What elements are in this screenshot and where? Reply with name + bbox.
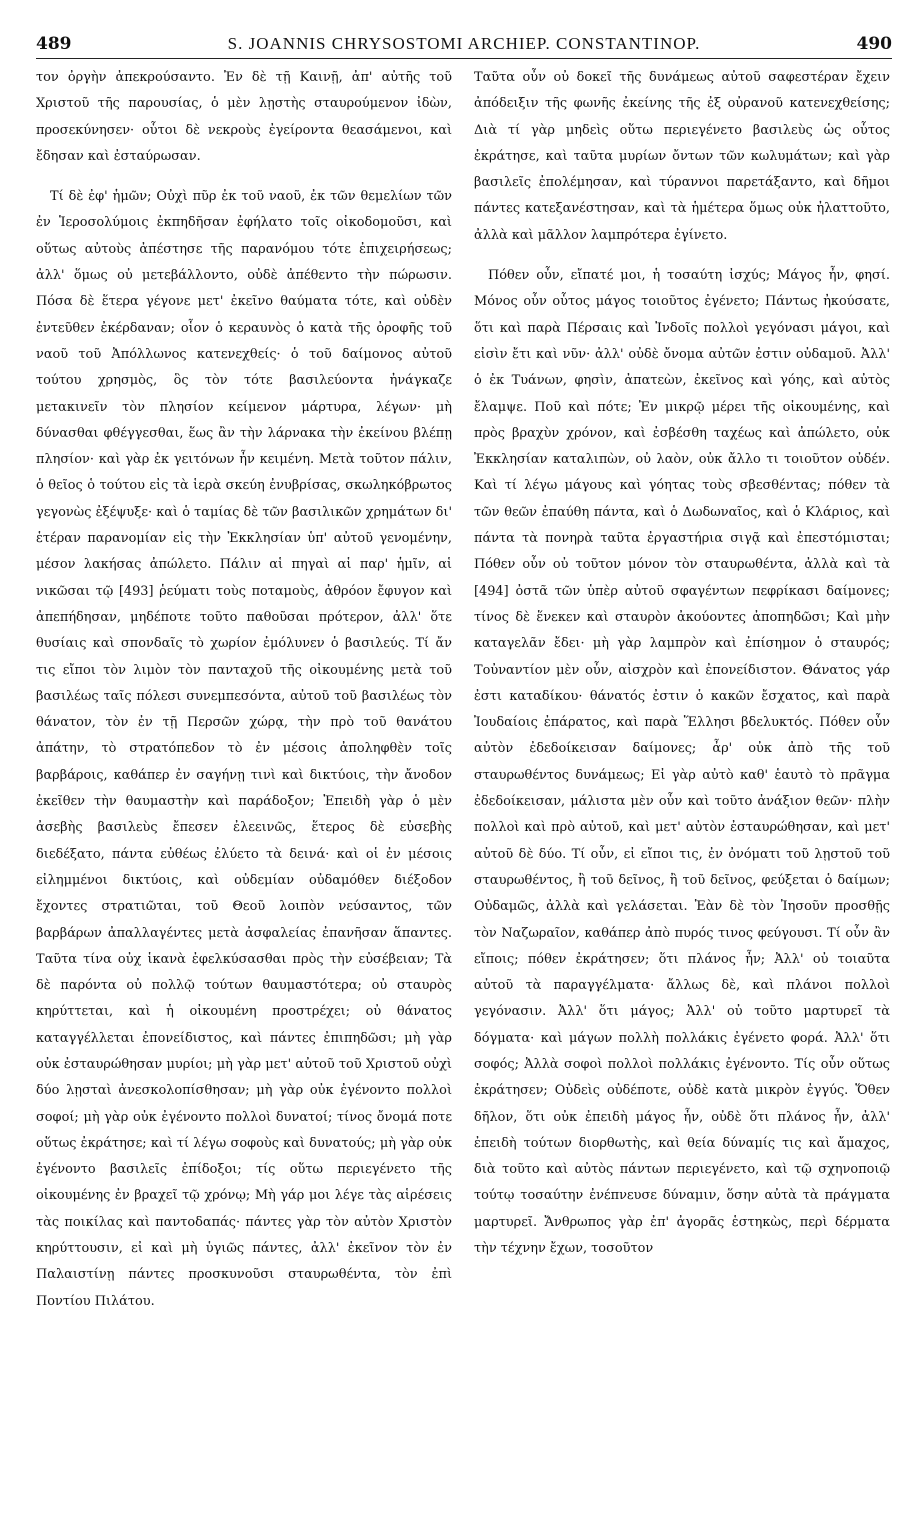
paragraph: Ταῦτα οὖν οὐ δοκεῖ τῆς δυνάμεως αὐτοῦ σαφεστέραν ἔχειν ἀπόδειξιν τῆς φωνῆς ἐκείνης τῆς ἐξ οὐρανοῦ κατενεχθείσης; Διὰ τί γὰρ μηδεὶς οὕτω περιεγένετο βασιλεὺς ὡς οὗτος ἐκράτησε, καὶ ταῦτα μυρίων ὄντων τῶν κωλυμάτων; καὶ γὰρ βασιλεῖς ἐπολέμησαν, καὶ τύραννοι παρετάξαντο, καὶ δῆμοι πάντες κατεξανέστησαν, καὶ τὰ ἡμέτερα ὅμως οὐκ ἠλαττοῦτο, ἀλλὰ καὶ μᾶλλον λαμπρότερα ἐγίνετο. [474,70,890,243]
page-number-right: 490 [856,34,892,54]
page-number-left: 489 [36,34,72,54]
paragraph: Τί δὲ ἐφ' ἡμῶν; Οὐχὶ πῦρ ἐκ τοῦ ναοῦ, ἐκ τῶν θεμελίων τῶν ἐν Ἱεροσολύμοις ἐκπηδῆσαν ἐφήλατο τοῖς οἰκοδομοῦσι, καὶ οὕτως αὐτοὺς ἀπέστησε τῆς παρανόμου τότε ἐπιχειρήσεως; ἀλλ' ὅμως οὐ μετεβάλλοντο, οὐδὲ ἀπέθεντο τὴν πώρωσιν. Πόσα δὲ ἕτερα γέγονε μετ' ἐκεῖνο θαύματα τότε, καὶ οὐδὲν ἐντεῦθεν ἐκέρδαναν; οἷον ὁ κεραυνὸς ὁ κατὰ τῆς ὀροφῆς τοῦ ναοῦ τοῦ Ἀπόλλωνος κατενεχθείς· ὁ τοῦ δαίμονος αὐτοῦ τούτου χρησμὸς, ὃς τὸν τότε βασιλεύοντα ἠνάγκαζε μετακινεῖν τὸν πλησίον κείμενον μάρτυρα, λέγων· μὴ δύνασθαι φθέγγεσθαι, ἕως ἂν τὴν λάρνακα τὴν ἐκείνου βλέπῃ πλησίον· καὶ γὰρ ἐκ γειτόνων ἦν κειμένη. Μετὰ τοῦτον πάλιν, ὁ θεῖος ὁ τούτου εἰς τὰ ἱερὰ σκεύη ἐνυβρίσας, σκωληκόβρωτος γεγονὼς ἐξέψυξε· καὶ ὁ ταμίας δὲ τῶν βασιλικῶν χρημάτων δι' ἑτέραν παρανομίαν εἰς τὴν Ἐκκλησίαν ὑπ' αὐτοῦ γενομένην, μέσον λακήσας ἀπώλετο. Πάλιν αἱ πηγαὶ αἱ παρ' ἡμῖν, αἱ νικῶσαι τῷ [493] ῥεύματι τοὺς ποταμοὺς, ἀθρόον ἔφυγον καὶ ἀπεπήδησαν, μηδέποτε τοῦτο παθοῦσαι πρότερον, ἀλλ' ὅτε θυσίαις καὶ σπονδαῖς τὸ χωρίον ἐμόλυνεν ὁ βασιλεύς. Τί ἄν τις εἴποι τὸν λιμὸν τὸν πανταχοῦ τῆς οἰκουμένης μετὰ τοῦ βασιλέως ταῖς πόλεσι συνεμπεσόντα, αὐτοῦ τοῦ βασιλέως τὸν θάνατον, τὸν ἐν τῇ Περσῶν χώρᾳ, τὴν πρὸ τοῦ θανάτου ἀπάτην, τὸ στρατόπεδον τὸ ἐν μέσοις ἀποληφθὲν τοῖς βαρβάροις, καθάπερ ἐν σαγήνῃ τινὶ καὶ δικτύοις, τὴν ἄνοδον ἐκεῖθεν τὴν θαυμαστὴν καὶ παράδοξον; Ἐπειδὴ γὰρ ὁ μὲν ἀσεβὴς βασιλεὺς ἔπεσεν ἐλεεινῶς, ἕτερος δὲ εὐσεβὴς διεδέξατο, πάντα εὐθέως ἐλύετο τὰ δεινά· καὶ οἱ ἐν μέσοις εἰλημμένοι δικτύοις, καὶ οὐδεμίαν οὐδαμόθεν διέξοδον ἔχοντες στρατιῶται, τοῦ Θεοῦ λοιπὸν νεύσαντος, τῶν βαρβάρων ἀπαλλαγέντες μετὰ ἀσφαλείας ἐπανῆσαν ἅπαντες. Ταῦτα τίνα οὐχ ἱκανὰ ἐφελκύσασθαι πρὸς τὴν εὐσέβειαν; Τὰ δὲ παρόντα οὐ πολλῷ τούτων θαυμαστότερα; οὐ σταυρὸς κηρύττεται, καὶ ἡ οἰκουμένη προστρέχει; οὐ θάνατος καταγγέλλεται ἐπονείδιστος, καὶ πάντες ἐπιπηδῶσι; μὴ γὰρ οὐκ ἐσταυρώθησαν μυρίοι; μὴ γὰρ μετ' αὐτοῦ τοῦ Χριστοῦ οὐχὶ δύο λῃσταὶ ἀνεσκολοπίσθησαν; μὴ γὰρ οὐκ ἐγένοντο πολλοὶ σοφοί; μὴ γὰρ οὐκ ἐγένοντο πολλοὶ δυνατοί; τίνος ὄνομά ποτε οὕτως ἐκράτησε; καὶ τί λέγω σοφοὺς καὶ δυνατούς; μὴ γὰρ οὐκ ἐγένοντο βασιλεῖς ἐπίδοξοι; τίς οὕτω περιεγένετο τῆς οἰκουμένης ἐν βραχεῖ τῷ χρόνῳ; Μὴ γάρ μοι λέγε τὰς αἱρέσεις τὰς ποικίλας καὶ παντοδαπάς· πάντες γὰρ τὸν αὐτὸν Χριστὸν κηρύττουσιν, εἰ καὶ μὴ ὑγιῶς πάντες, ἀλλ' ἐκεῖνον τὸν ἐν Παλαιστίνῃ πάντες προσκυνοῦσι σταυρωθέντα, τὸν ἐπὶ Ποντίου Πιλάτου. [36,189,452,1309]
paragraph: τον ὀργὴν ἀπεκρούσαντο. Ἐν δὲ τῇ Καινῇ, ἀπ' αὐτῆς τοῦ Χριστοῦ τῆς παρουσίας, ὁ μὲν λῃστὴς σταυρούμενον ἰδὼν, προσεκύνησεν· οὗτοι δὲ νεκροὺς ἐγείροντα θεασάμενοι, καὶ ἔδησαν καὶ ἐσταύρωσαν. [36,70,452,164]
left-column [36,65,452,1327]
text-columns [36,65,892,1327]
running-title: S. JOANNIS CHRYSOSTOMI ARCHIEP. CONSTANTINOP. [227,34,701,53]
running-header [36,34,892,59]
paragraph: Πόθεν οὖν, εἴπατέ μοι, ἡ τοσαύτη ἰσχύς; Μάγος ἦν, φησί. Μόνος οὖν οὗτος μάγος τοιοῦτος ἐγένετο; Πάντως ἠκούσατε, ὅτι καὶ παρὰ Πέρσαις καὶ Ἰνδοῖς πολλοὶ γεγόνασι μάγοι, καὶ εἰσὶν ἔτι καὶ νῦν· ἀλλ' οὐδὲ ὄνομα αὐτῶν ἐστιν οὐδαμοῦ. Ἀλλ' ὁ ἐκ Τυάνων, φησὶν, ἀπατεὼν, ἐκεῖνος καὶ γόης, καὶ αὐτὸς ἔλαμψε. Ποῦ καὶ πότε; Ἐν μικρῷ μέρει τῆς οἰκουμένης, καὶ πρὸς βραχὺν χρόνον, καὶ ἐσβέσθη ταχέως καὶ ἀπώλετο, οὐκ Ἐκκλησίαν καταλιπὼν, οὐ λαὸν, οὐκ ἄλλο τι τοιοῦτον οὐδέν. Καὶ τί λέγω μάγους καὶ γόητας τοὺς σβεσθέντας; πόθεν τὰ τῶν θεῶν ἐπαύθη πάντα, καὶ ὁ Δωδωναῖος, καὶ ὁ Κλάριος, καὶ πάντα τὰ πονηρὰ ταῦτα ἐργαστήρια σιγᾷ καὶ ἐπεστόμισται; Πόθεν οὖν οὐ τοῦτον μόνον τὸν σταυρωθέντα, ἀλλὰ καὶ τὰ [494] ὀστᾶ τῶν ὑπὲρ αὐτοῦ σφαγέντων πεφρίκασι δαίμονες; τίνος δὲ ἕνεκεν καὶ σταυρὸν ἀκούοντες ἀποπηδῶσι; Καὶ μὴν καταγελᾶν ἔδει· μὴ γὰρ λαμπρὸν καὶ ἐπίσημον ὁ σταυρός; Τοὐναντίον μὲν οὖν, αἰσχρὸν καὶ ἐπονείδιστον. Θάνατος γάρ ἐστι καταδίκου· θάνατός ἐστιν ὁ κακῶν ἔσχατος, καὶ παρὰ Ἰουδαίοις ἐπάρατος, καὶ παρὰ Ἕλλησι βδελυκτός. Πόθεν οὖν αὐτὸν ἐδεδοίκεισαν δαίμονες; ἆρ' οὐκ ἀπὸ τῆς τοῦ σταυρωθέντος δυνάμεως; Εἰ γὰρ αὐτὸ καθ' ἑαυτὸ τὸ πρᾶγμα ἐδεδοίκεισαν, μάλιστα μὲν οὖν καὶ τοῦτο ἀνάξιον θεῶν· πλὴν πολλοὶ καὶ πρὸ αὐτοῦ, καὶ μετ' αὐτὸν ἐσταυρώθησαν, καὶ μετ' αὐτοῦ δὲ δύο. Τί οὖν, εἰ εἴποι τις, ἐν ὀνόματι τοῦ λῃστοῦ τοῦ σταυρωθέντος, ἢ τοῦ δεῖνος, ἢ τοῦ δεῖνος, φεύξεται ὁ δαίμων; Οὐδαμῶς, ἀλλὰ καὶ γελάσεται. Ἐὰν δὲ τὸν Ἰησοῦν προσθῇς τὸν Ναζωραῖον, καθάπερ ἀπὸ πυρός τινος φεύγουσι. Τί οὖν ἂν εἴποις; πόθεν ἐκράτησεν; ὅτι πλάνος ἦν; Ἀλλ' οὐ τοιαῦτα αὐτοῦ τὰ παραγγέλματα· ἄλλως δὲ, καὶ πλάνοι πολλοὶ γεγόνασιν. Ἀλλ' ὅτι μάγος; Ἀλλ' οὐ τοῦτο μαρτυρεῖ τὰ δόγματα· καὶ μάγων πολλὴ πολλάκις ἐγένετο φορά. Ἀλλ' ὅτι σοφός; Ἀλλὰ σοφοὶ πολλοὶ πολλάκις ἐγένοντο. Τίς οὖν οὕτως ἐκράτησεν; Οὐδεὶς οὐδέποτε, οὐδὲ κατὰ μικρὸν ἐγγύς. Ὅθεν δῆλον, ὅτι οὐκ ἐπειδὴ μάγος ἦν, οὐδὲ ὅτι πλάνος ἦν, ἀλλ' ἐπειδὴ τούτων διορθωτὴς, καὶ θεία δύναμίς τις καὶ ἄμαχος, διὰ τοῦτο καὶ αὐτὸς πάντων περιεγένετο, καὶ τῷ σχηνοποιῷ τούτῳ τοσαύτην ἐνέπνευσε δύναμιν, ὅσην αὐτὰ τὰ πράγματα μαρτυρεῖ. Ἄνθρωπος γὰρ ἐπ' ἀγορᾶς ἑστηκὼς, περὶ δέρματα τὴν τέχνην ἔχων, τοσοῦτον [474,268,890,1257]
right-column [474,65,890,1327]
